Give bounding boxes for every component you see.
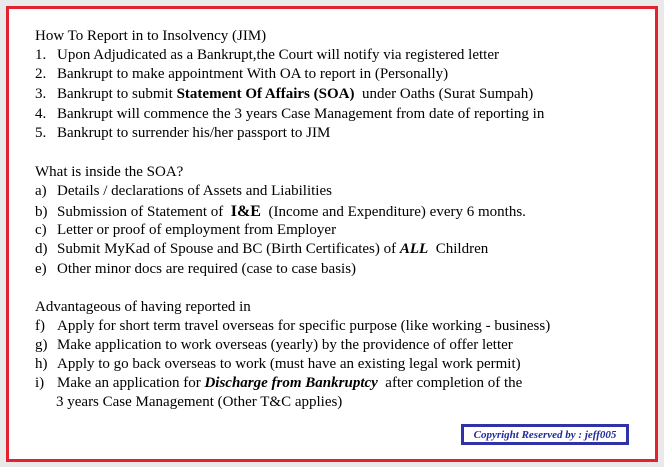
list-item: f) Apply for short term travel overseas for specific purpose (like working - business) [35, 318, 551, 334]
section1-title: How To Report in to Insolvency (JIM) [35, 28, 267, 44]
section2-title: What is inside the SOA? [35, 164, 184, 180]
all-bold-text: ALL [399, 241, 429, 257]
list-item: g) Make application to work overseas (yearly) by the providence of offer letter [35, 337, 513, 353]
list-item: e) Other minor docs are required (case to case basis) [35, 261, 357, 277]
list-item: 5. Bankrupt to surrender his/her passport to JIM [35, 125, 331, 141]
soa-bold-text: Statement Of Affairs (SOA) [176, 86, 355, 102]
list-item: h) Apply to go back overseas to work (must have an existing legal work permit) [35, 356, 521, 372]
list-item: i) Make an application for Discharge from Bankruptcy after completion of the [35, 375, 523, 391]
notice-content [9, 9, 655, 459]
notice-frame [6, 6, 658, 462]
list-item: 4. Bankrupt will commence the 3 years Case Management from date of reporting in [35, 106, 545, 122]
section3-title: Advantageous of having reported in [35, 299, 251, 315]
list-item: a) Details / declarations of Assets and Liabilities [35, 183, 332, 199]
list-item: c) Letter or proof of employment from Employer [35, 222, 337, 238]
list-item: d) Submit MyKad of Spouse and BC (Birth Certificates) of ALL Children [35, 241, 489, 257]
list-item-continuation: 3 years Case Management (Other T&C applies) [56, 394, 343, 410]
list-item: 3. Bankrupt to submit Statement Of Affairs (SOA) under Oaths (Surat Sumpah) [35, 86, 534, 102]
ie-bold-text: I&E [230, 203, 261, 220]
list-item: b) Submission of Statement of I&E (Income and Expenditure) every 6 months. [35, 203, 526, 220]
copyright-badge: Copyright Reserved by : jeff005 [461, 424, 629, 445]
discharge-bold-text: Discharge from Bankruptcy [204, 375, 378, 391]
list-item: 2. Bankrupt to make appointment With OA to report in (Personally) [35, 66, 449, 82]
list-item: 1. Upon Adjudicated as a Bankrupt,the Court will notify via registered letter [35, 47, 499, 63]
